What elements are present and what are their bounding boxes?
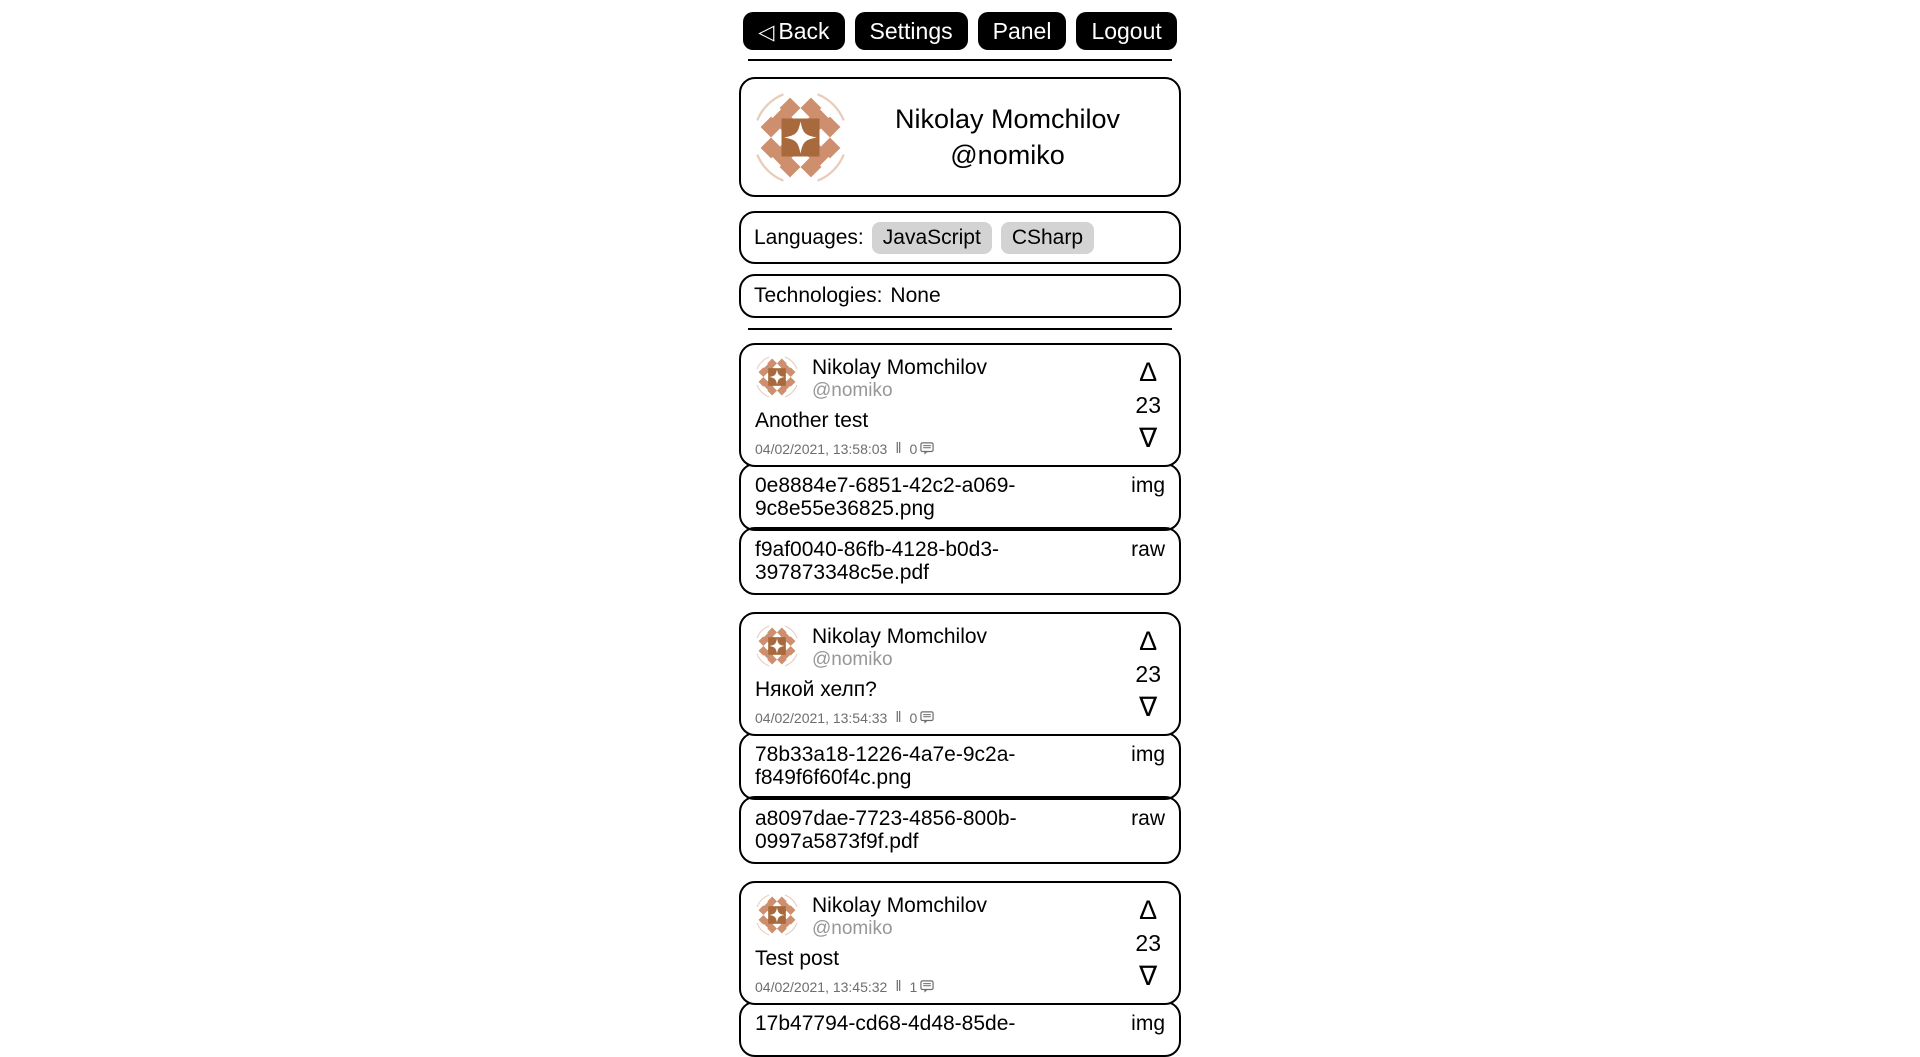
post-card[interactable]: [739, 881, 1181, 1005]
divider-posts: [748, 328, 1172, 330]
post-author-block: [812, 893, 987, 940]
post-card[interactable]: [739, 343, 1181, 467]
divider-top: [748, 59, 1172, 61]
languages-label: Languages:: [754, 225, 864, 249]
vote-count: 23: [1135, 392, 1161, 418]
comment-count: 0: [909, 440, 918, 457]
comment-counter: [910, 710, 935, 726]
languages-list: [872, 222, 1094, 254]
post-title: Test post: [755, 947, 840, 970]
post-header: [755, 893, 1129, 940]
post-author-avatar: [755, 893, 799, 937]
post-card[interactable]: [739, 612, 1181, 736]
toolbar: [739, 0, 1181, 50]
attachment-filename: 17b47794-cd68-4d48-85de-: [755, 1012, 1016, 1035]
logout-button-label: Logout: [1091, 18, 1162, 44]
back-button[interactable]: [743, 12, 844, 50]
attachments-list: [739, 467, 1181, 595]
post-author-name: Nikolay Momchilov: [812, 625, 988, 648]
meta-separator: ‖: [895, 440, 902, 457]
posts-list: [739, 343, 1181, 1057]
attachment-row[interactable]: [739, 527, 1181, 595]
technologies-card: [739, 274, 1181, 318]
attachment-type-label: img: [1131, 474, 1165, 497]
attachment-filename: f9af0040-86fb-4128-b0d3-397873348c5e.pdf: [755, 538, 1000, 584]
technologies-value: None: [890, 284, 941, 307]
panel-button-label: Panel: [992, 18, 1052, 44]
vote-count: 23: [1135, 661, 1161, 687]
panel-button[interactable]: [978, 12, 1067, 50]
logout-button[interactable]: [1076, 12, 1176, 50]
technologies-label: Technologies:: [754, 284, 883, 307]
attachment-row[interactable]: [739, 1001, 1181, 1057]
post-author-block: [812, 624, 987, 671]
attachment-filename: 0e8884e7-6851-42c2-a069-9c8e55e36825.png: [755, 474, 1016, 520]
attachment-type-label: img: [1131, 1012, 1165, 1035]
meta-separator: ‖: [895, 709, 902, 726]
profile-names: [848, 101, 1167, 173]
profile-handle: @nomiko: [950, 140, 1065, 170]
profile-page: [739, 0, 1181, 1057]
attachment-type-label: raw: [1131, 538, 1165, 561]
languages-card: [739, 211, 1181, 264]
downvote-button[interactable]: ∇: [1139, 423, 1158, 453]
back-arrow-icon: ◁: [758, 21, 775, 44]
comment-bubble-icon: [920, 980, 934, 993]
post-author-name: Nikolay Momchilov: [812, 356, 988, 379]
comment-counter: [910, 979, 935, 995]
attachment-type-label: raw: [1131, 807, 1165, 830]
upvote-button[interactable]: Δ: [1139, 357, 1158, 387]
comment-bubble-icon: [920, 442, 934, 455]
post-timestamp: 04/02/2021, 13:54:33: [755, 709, 888, 726]
post-title: Another test: [755, 409, 869, 432]
comment-bubble-icon: [920, 711, 934, 724]
vote-column: [1129, 893, 1167, 995]
attachment-row[interactable]: [739, 796, 1181, 864]
post-timestamp: 04/02/2021, 13:45:32: [755, 978, 888, 995]
attachments-list: [739, 736, 1181, 864]
profile-name: Nikolay Momchilov: [894, 104, 1121, 134]
post-author-handle: @nomiko: [812, 649, 893, 670]
comment-count: 0: [909, 709, 918, 726]
post-main: [755, 624, 1129, 726]
comment-count: 1: [909, 978, 918, 995]
post-title: Някой хелп?: [755, 678, 877, 701]
post-author-handle: @nomiko: [812, 918, 893, 939]
vote-count: 23: [1135, 930, 1161, 956]
post-header: [755, 355, 1129, 402]
downvote-button[interactable]: ∇: [1139, 692, 1158, 722]
profile-avatar: [753, 90, 848, 185]
vote-column: [1129, 624, 1167, 726]
downvote-button[interactable]: ∇: [1139, 961, 1158, 991]
post-author-avatar: [755, 355, 799, 399]
language-tag: JavaScript: [872, 222, 992, 254]
post-main: [755, 893, 1129, 995]
post-timestamp: 04/02/2021, 13:58:03: [755, 440, 888, 457]
attachment-type-label: img: [1131, 743, 1165, 766]
post-author-avatar: [755, 624, 799, 668]
post-header: [755, 624, 1129, 671]
back-button-label: Back: [778, 18, 830, 44]
post-main: [755, 355, 1129, 457]
post-group: [739, 881, 1181, 1057]
post-group: [739, 343, 1181, 595]
post-author-block: [812, 355, 987, 402]
profile-card: [739, 77, 1181, 197]
comment-counter: [910, 441, 935, 457]
post-author-handle: @nomiko: [812, 380, 893, 401]
post-meta: [755, 978, 1129, 995]
post-group: [739, 612, 1181, 864]
language-tag: CSharp: [1001, 222, 1094, 254]
post-meta: [755, 709, 1129, 726]
attachment-filename: a8097dae-7723-4856-800b-0997a5873f9f.pdf: [755, 807, 1017, 853]
upvote-button[interactable]: Δ: [1139, 626, 1158, 656]
vote-column: [1129, 355, 1167, 457]
post-author-name: Nikolay Momchilov: [812, 894, 988, 917]
upvote-button[interactable]: Δ: [1139, 895, 1158, 925]
post-meta: [755, 440, 1129, 457]
attachment-row[interactable]: [739, 732, 1181, 800]
settings-button[interactable]: [855, 12, 968, 50]
meta-separator: ‖: [895, 978, 902, 995]
attachment-row[interactable]: [739, 463, 1181, 531]
settings-button-label: Settings: [869, 18, 953, 44]
attachment-filename: 78b33a18-1226-4a7e-9c2a-f849f6f60f4c.png: [755, 743, 1016, 789]
attachments-list: [739, 1005, 1181, 1057]
